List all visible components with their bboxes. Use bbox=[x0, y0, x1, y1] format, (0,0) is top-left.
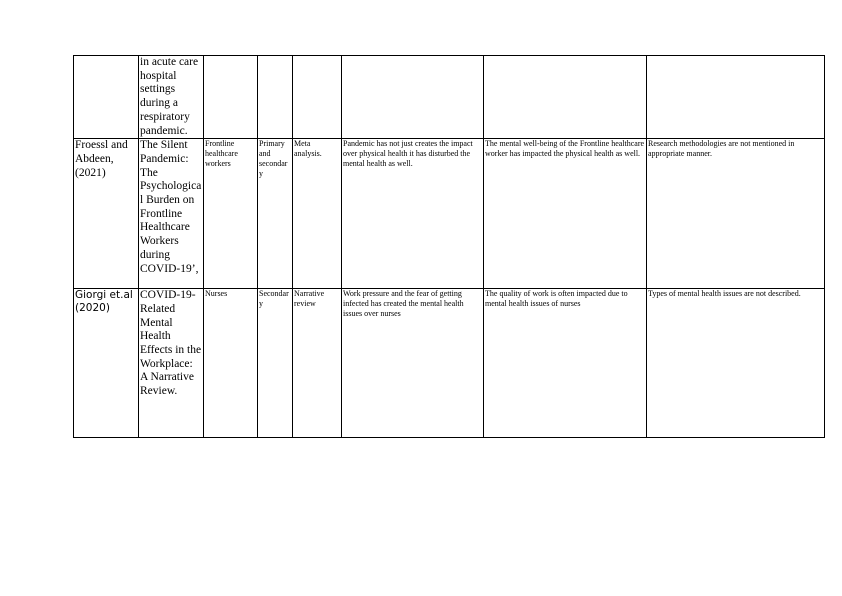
findings-cell bbox=[342, 56, 484, 139]
method-cell: Meta analysis. bbox=[293, 139, 342, 289]
findings-cell: Pandemic has not just creates the impact over physical health it has disturbed the mental health as well. bbox=[342, 139, 484, 289]
table-row bbox=[74, 56, 825, 139]
author-cell: Giorgi et.al (2020) bbox=[74, 289, 139, 438]
limitations-cell: Types of mental health issues are not described. bbox=[647, 289, 825, 438]
data-type-cell: Primary and secondary bbox=[258, 139, 293, 289]
relevance-cell: The mental well-being of the Frontline healthcare worker has impacted the physical health as well. bbox=[484, 139, 647, 289]
participants-cell: Nurses bbox=[204, 289, 258, 438]
title-cell: The Silent Pandemic: The Psychological Burden on Frontline Healthcare Workers during COVID-19’, bbox=[139, 139, 204, 289]
participants-cell: Frontline healthcare workers bbox=[204, 139, 258, 289]
participants-cell bbox=[204, 56, 258, 139]
relevance-cell: The quality of work is often impacted due to mental health issues of nurses bbox=[484, 289, 647, 438]
limitations-cell bbox=[647, 56, 825, 139]
data-type-cell: Secondary bbox=[258, 289, 293, 438]
author-cell: Froessl and Abdeen, (2021) bbox=[74, 139, 139, 289]
findings-cell: Work pressure and the fear of getting infected has created the mental health issues over nurses bbox=[342, 289, 484, 438]
title-cell: in acute care hospital settings during a respiratory pandemic. bbox=[139, 56, 204, 139]
table-row bbox=[74, 139, 825, 289]
method-cell: Narrative review bbox=[293, 289, 342, 438]
literature-review-table bbox=[73, 55, 825, 438]
author-cell bbox=[74, 56, 139, 139]
title-cell: COVID-19-Related Mental Health Effects in the Workplace: A Narrative Review. bbox=[139, 289, 204, 438]
limitations-cell: Research methodologies are not mentioned in appropriate manner. bbox=[647, 139, 825, 289]
method-cell bbox=[293, 56, 342, 139]
table-row bbox=[74, 289, 825, 438]
relevance-cell bbox=[484, 56, 647, 139]
data-type-cell bbox=[258, 56, 293, 139]
